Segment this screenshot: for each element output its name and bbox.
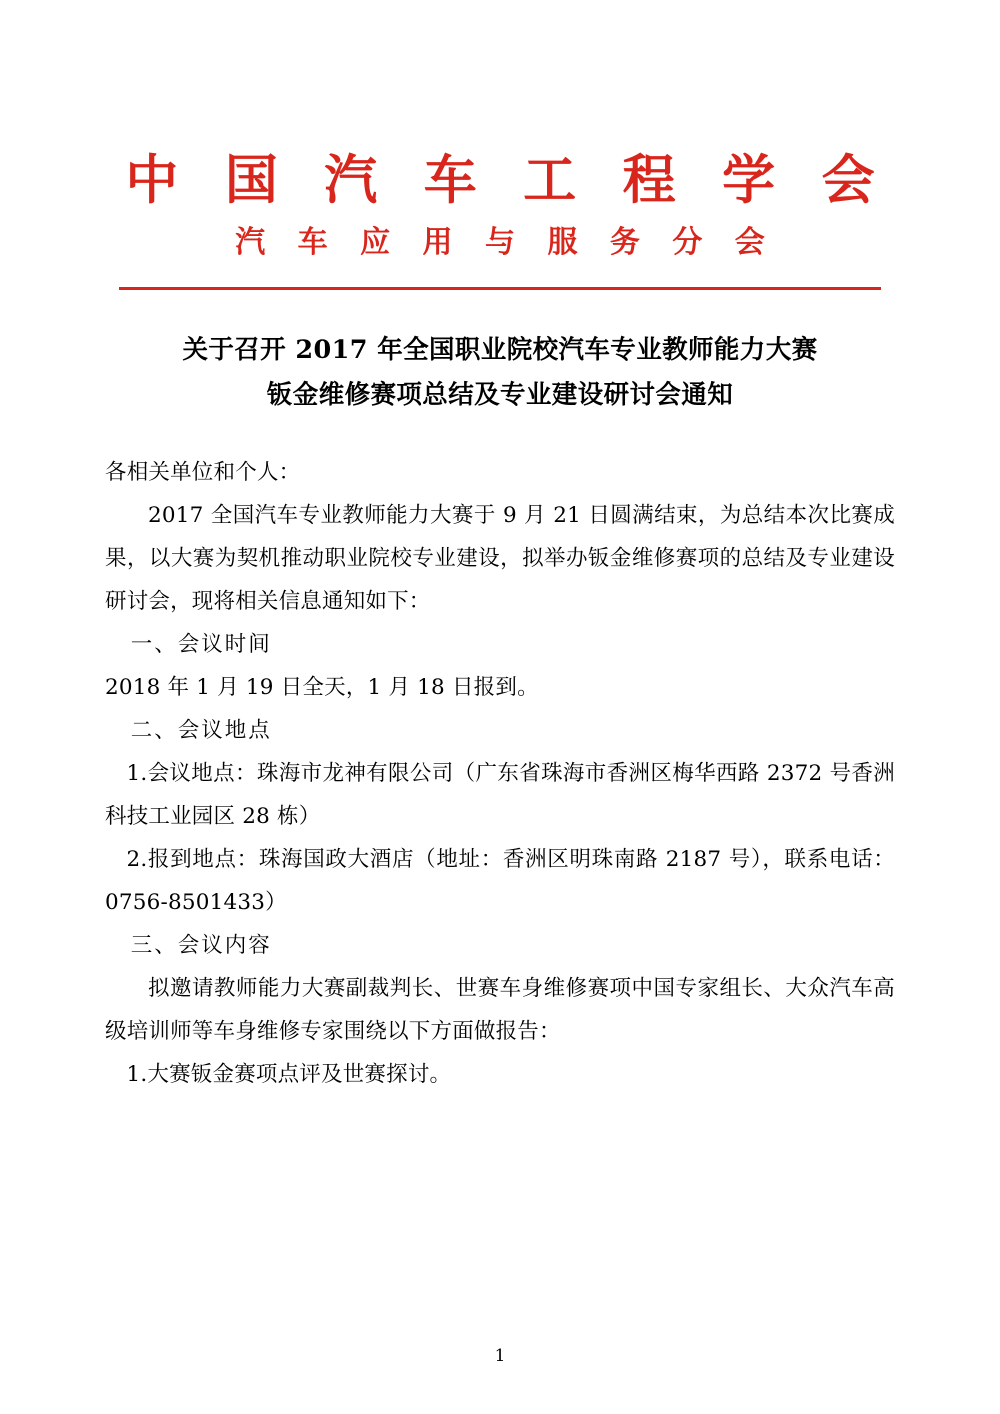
organization-name: 中 国 汽 车 工 程 学 会 xyxy=(125,149,889,211)
letterhead xyxy=(105,150,895,290)
section-2-item-1: 1.会议地点：珠海市龙神有限公司（广东省珠海市香洲区梅华西路 2372 号香洲科技工业园区 28 栋） xyxy=(105,761,895,830)
salutation: 各相关单位和个人： xyxy=(105,460,301,486)
page-title-line-2: 钣金维修赛项总结及专业建设研讨会通知 xyxy=(266,379,734,410)
page-title xyxy=(105,328,895,417)
section-1-heading: 一、会议时间 xyxy=(130,632,272,658)
section-2-item-2: 2.报到地点：珠海国政大酒店（地址：香洲区明珠南路 2187 号），联系电话：0756-8501433） xyxy=(105,847,895,916)
section-3-item-1: 1.大赛钣金赛项点评及世赛探讨。 xyxy=(126,1062,452,1088)
section-1-text: 2018 年 1 月 19 日全天，1 月 18 日报到。 xyxy=(105,675,539,701)
intro-paragraph: 2017 全国汽车专业教师能力大赛于 9 月 21 日圆满结束，为总结本次比赛成果，以大赛为契机推动职业院校专业建设，拟举办钣金维修赛项的总结及专业建设研讨会，现将相关信息通知如下： xyxy=(105,503,895,615)
page-title-line-1: 关于召开 2017 年全国职业院校汽车专业教师能力大赛 xyxy=(182,334,818,365)
section-3-heading: 三、会议内容 xyxy=(130,933,272,959)
section-2-heading: 二、会议地点 xyxy=(130,718,272,744)
page-number: 1 xyxy=(494,1346,506,1366)
organization-branch: 汽 车 应 用 与 服 务 分 会 xyxy=(235,224,776,260)
letterhead-divider xyxy=(119,287,881,290)
section-3-text: 拟邀请教师能力大赛副裁判长、世赛车身维修赛项中国专家组长、大众汽车高级培训师等车身维修专家围绕以下方面做报告： xyxy=(105,976,895,1045)
document-body xyxy=(105,451,895,1096)
